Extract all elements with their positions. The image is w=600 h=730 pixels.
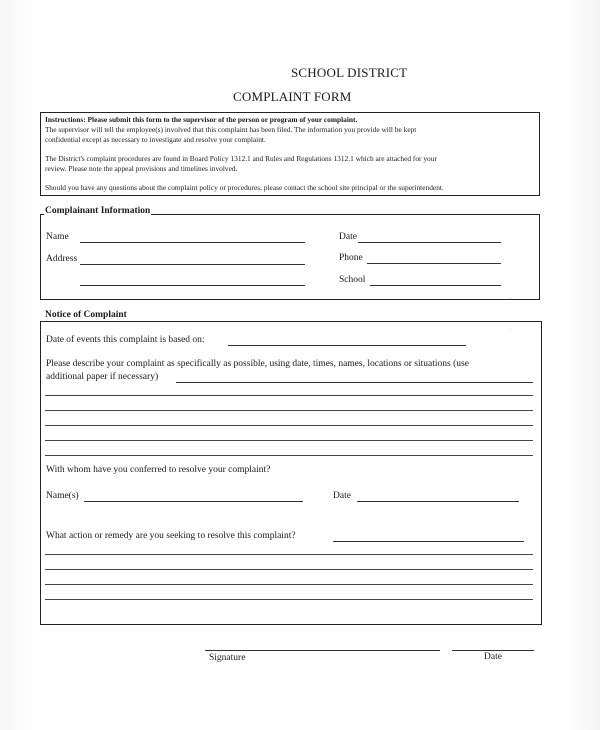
describe-field-line-4[interactable] [45, 425, 533, 426]
instructions-line-5: review. Please note the appeal provisions and timelines involved. [45, 164, 238, 173]
conferred-label: With whom have you conferred to resolve your complaint? [46, 465, 271, 475]
address-label: Address [46, 254, 78, 264]
describe-line-1: Please describe your complaint as specifically as possible, using date, times, names, locations or situations (use [46, 359, 469, 369]
conferred-date-field[interactable] [357, 501, 519, 502]
remedy-field-line-1[interactable] [333, 541, 524, 542]
describe-field-line-2[interactable] [45, 395, 533, 396]
date-events-label: Date of events this complaint is based on: [46, 335, 205, 345]
describe-field-line-5[interactable] [45, 440, 533, 441]
remedy-field-line-3[interactable] [45, 569, 533, 570]
address-field-line-2[interactable] [80, 285, 305, 286]
complainant-info-heading: Complainant Information [45, 206, 151, 216]
complainant-info-box [40, 214, 540, 300]
scan-mark: · [509, 327, 511, 333]
names-label: Name(s) [46, 491, 79, 501]
describe-field-line-1[interactable] [176, 382, 533, 383]
date-field[interactable] [358, 242, 501, 243]
remedy-field-line-2[interactable] [45, 554, 533, 555]
instructions-line-1: Instructions: Please submit this form to the supervisor of the person or program of your complaint. [45, 115, 358, 124]
phone-field[interactable] [367, 263, 501, 264]
remedy-label: What action or remedy are you seeking to resolve this complaint? [46, 531, 296, 541]
name-label: Name [46, 232, 69, 242]
instructions-line-6: Should you have any questions about the complaint policy or procedures, please contact the school site principal or the superintendent. [45, 183, 444, 192]
describe-field-line-6[interactable] [45, 455, 533, 456]
phone-label: Phone [339, 253, 363, 263]
instructions-line-4: The District's complaint procedures are found in Board Policy 1312.1 and Rules and Regulations 1312.1 which are attached for your [45, 154, 437, 163]
describe-field-line-3[interactable] [45, 410, 533, 411]
signature-date-label: Date [484, 652, 502, 662]
remedy-field-line-5[interactable] [45, 599, 533, 600]
address-field[interactable] [80, 264, 305, 265]
notice-heading: Notice of Complaint [45, 310, 127, 320]
remedy-field-line-4[interactable] [45, 584, 533, 585]
form-title: COMPLAINT FORM [233, 89, 352, 104]
scan-mark: › [509, 296, 511, 302]
conferred-date-label: Date [333, 491, 351, 501]
names-field[interactable] [84, 501, 303, 502]
instructions-line-2: The supervisor will tell the employee(s) involved that this complaint has been filed. The information you provide will be kept [45, 125, 417, 134]
instructions-line-3: confidential except as necessary to investigate and resolve your complaint. [45, 135, 266, 144]
school-label: School [339, 275, 366, 285]
date-label: Date [339, 232, 357, 242]
describe-line-2: additional paper if necessary) [46, 372, 159, 382]
instructions-box [40, 112, 540, 196]
name-field[interactable] [80, 242, 305, 243]
district-title: SCHOOL DISTRICT [291, 65, 408, 80]
date-events-field[interactable] [228, 345, 466, 346]
school-field[interactable] [370, 285, 501, 286]
signature-label: Signature [209, 653, 246, 663]
signature-date-field[interactable] [452, 650, 534, 651]
signature-field[interactable] [205, 650, 440, 651]
